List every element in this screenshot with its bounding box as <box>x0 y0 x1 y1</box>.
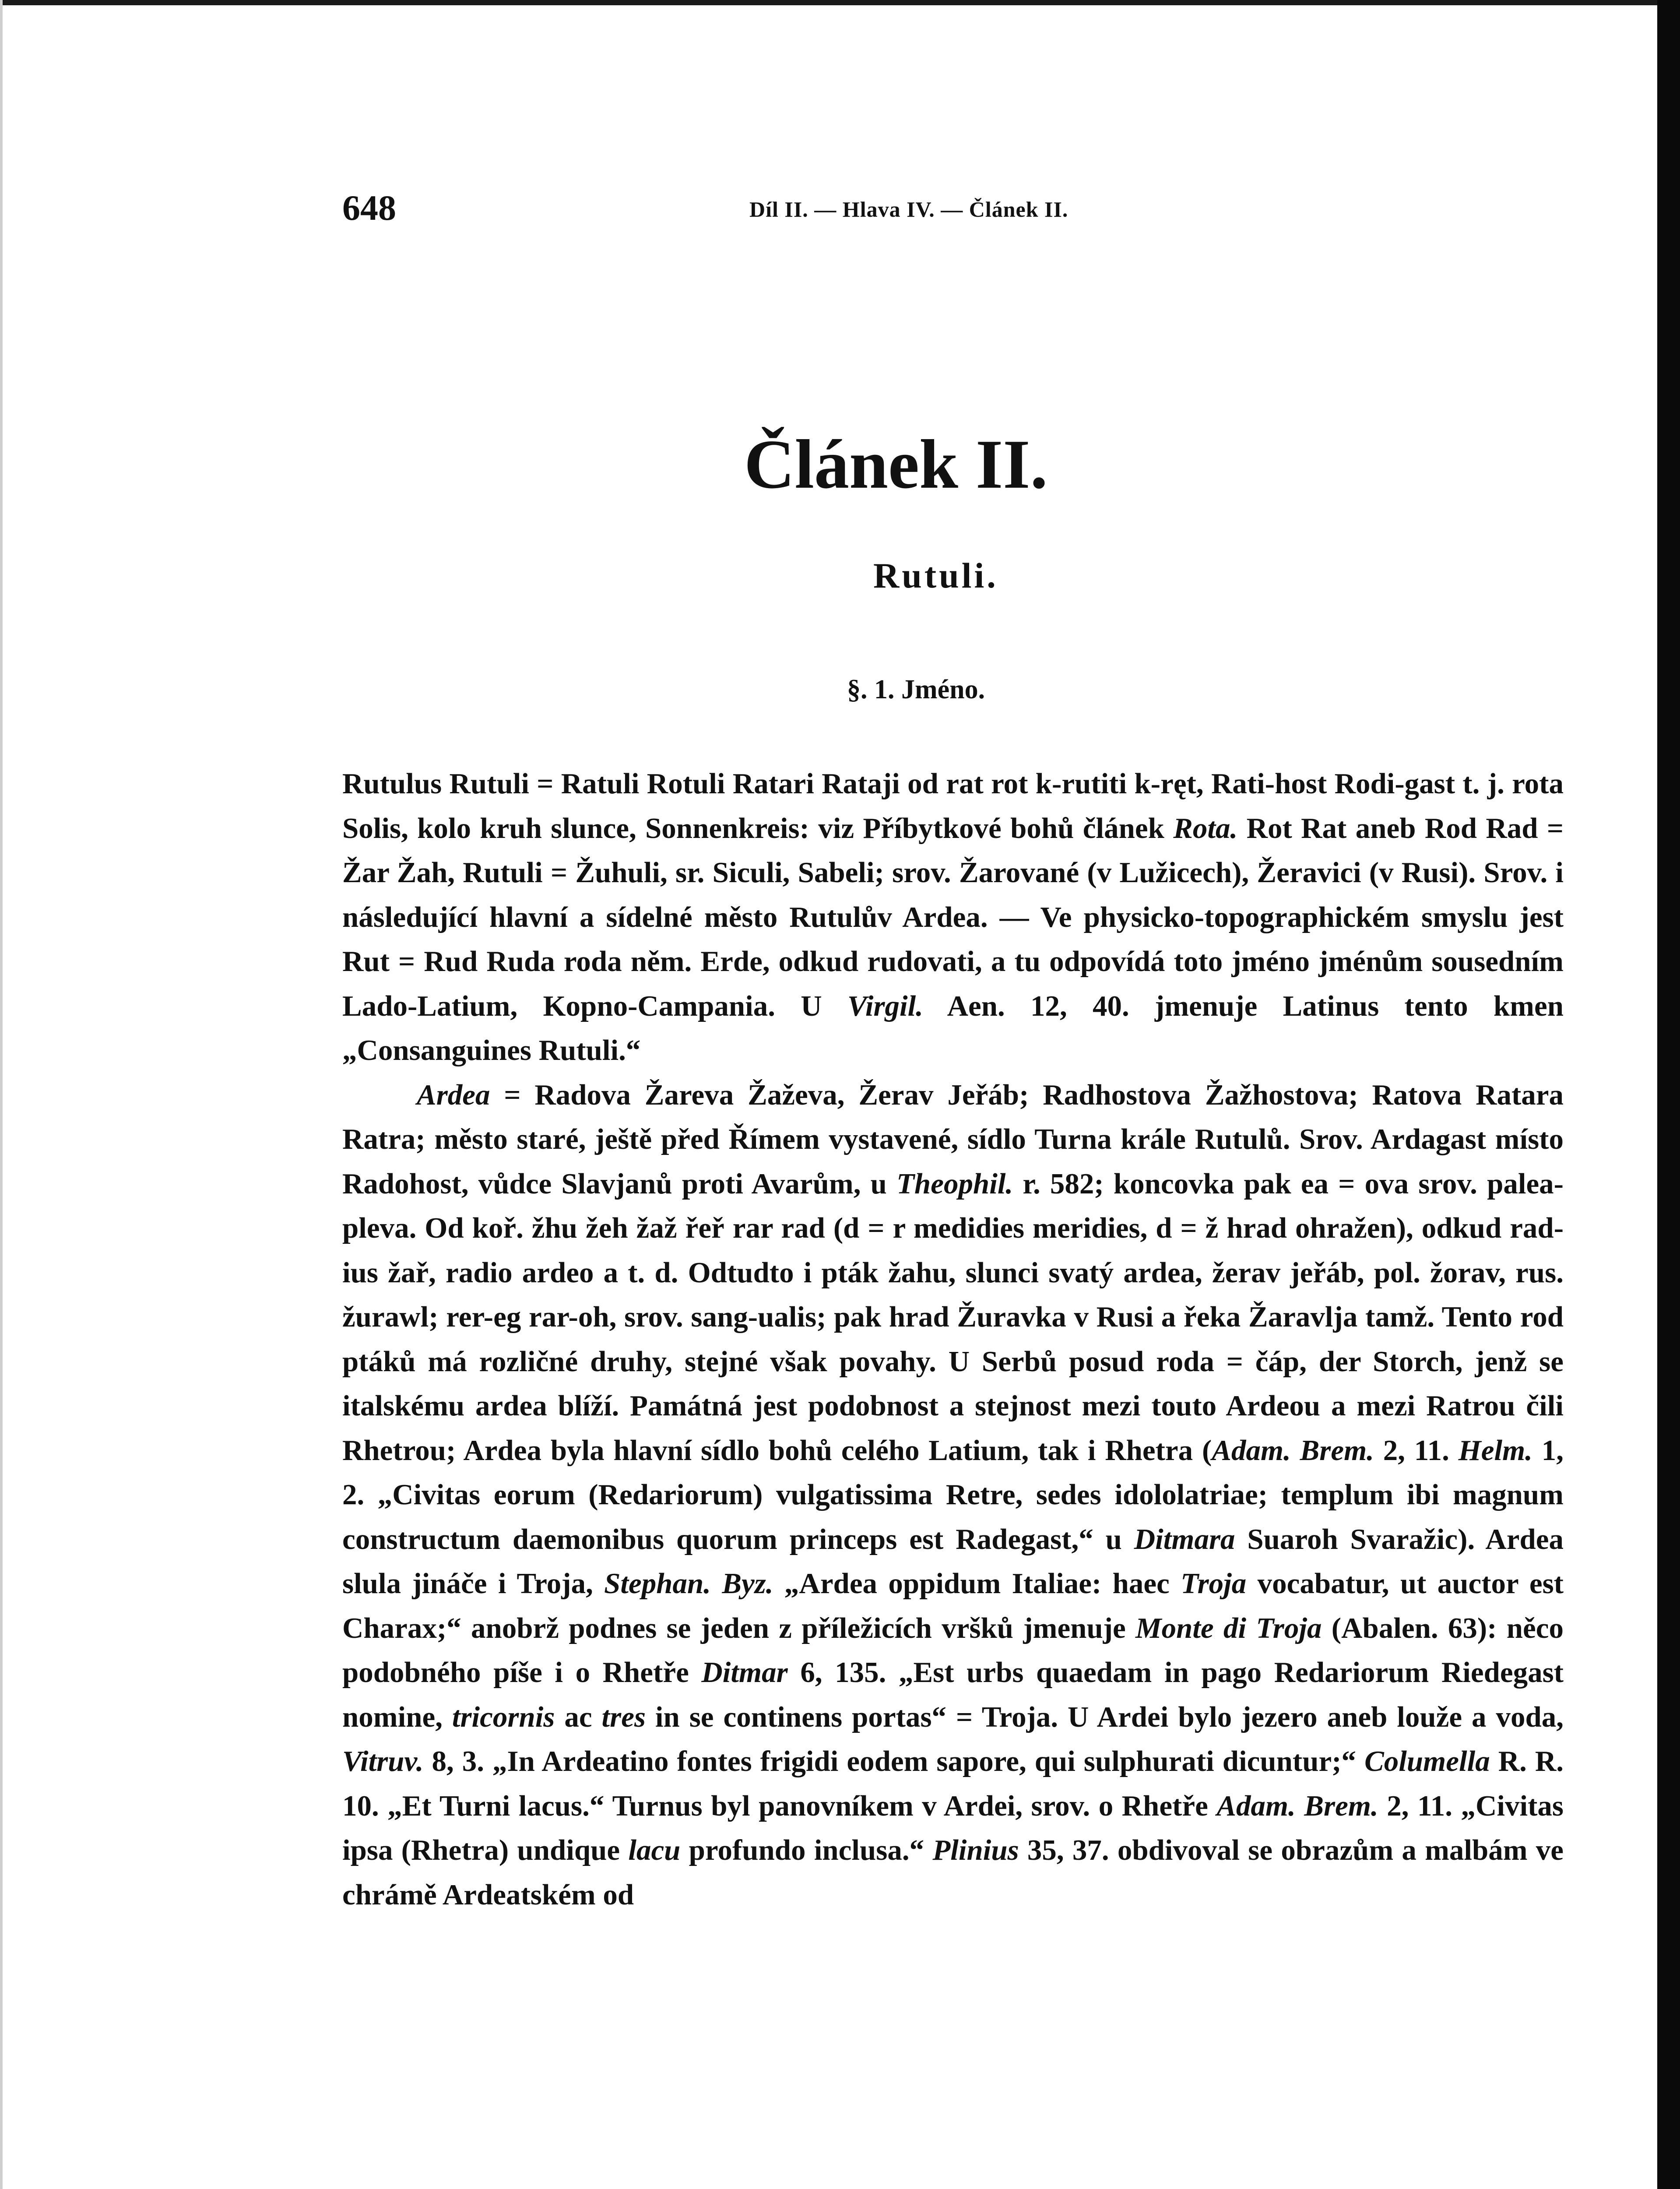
italic-run: Troja <box>1181 1567 1247 1600</box>
page-header <box>342 184 1568 232</box>
text-run: Aen. 12, 40. jmenuje Latinus tento kmen „Consanguines Rutuli.“ <box>342 989 1564 1066</box>
italic-run: Monte di Troja <box>1135 1612 1322 1644</box>
italic-run: tricornis <box>452 1700 555 1733</box>
page-number: 648 <box>342 188 396 228</box>
italic-run: Helm. <box>1458 1434 1532 1467</box>
body-text <box>342 762 1564 2189</box>
text-run: profundo inclusa.“ <box>680 1834 933 1866</box>
text-run: 2, 11. „Civitas ipsa (Rhetra) undique <box>342 1789 1564 1866</box>
section-subtitle: Rutuli. <box>873 556 998 595</box>
text-run: „Ardea oppidum Italiae: haec <box>773 1567 1181 1600</box>
text-run: Rutulus Rutuli = Ratuli Rotuli Ratari Rataji od rat rot k-rutiti k-ręt, Rati-host Rodi-gast t. j. rota Solis, kolo kruh slunce, Sonnenkreis: viz Příbytkové bohů článek <box>342 767 1564 845</box>
italic-run: lacu <box>628 1834 681 1866</box>
scan-border-top <box>0 0 1680 5</box>
scan-border-left <box>0 0 3 2189</box>
italic-run: Adam. Brem. <box>1216 1789 1378 1822</box>
italic-run: Ditmara <box>1134 1523 1235 1556</box>
italic-run: Virgil. <box>847 989 924 1022</box>
scan-border-right <box>1657 0 1680 2189</box>
text-run: r. 582; koncovka pak ea = ova srov. palea-pleva. Od koř. žhu žeh žaž řeř rar rad (d = r medidies meridies, d = ž hrad ohražen), odkud rad-ius žař, radio ardeo a t. d. Odtudto i pták žahu, slunci svatý ardea, žerav jeřáb, pol. žorav, rus. žurawl; rer-eg rar-oh, srov. sang-ualis; pak hrad Žuravka v Rusi a řeka Žaravlja tamž. Tento rod ptáků má rozličné druhy, stejné však povahy. U Serbů posud roda = čáp, der Storch, jenž se italskému ardea blíží. Památná jest podobnost a stejnost mezi touto Ardeou a mezi Ratrou čili Rhetrou; Ardea byla hlavní sídlo bohů celého Latium, tak i Rhetra ( <box>342 1167 1564 1467</box>
italic-run: Vitruv. <box>342 1745 424 1777</box>
section-heading: §. 1. Jméno. <box>847 675 985 704</box>
paragraph-1 <box>342 762 1564 1073</box>
text-run: 8, 3. „In Ardeatino fontes frigidi eodem sapore, qui sulphurati dicuntur;“ <box>423 1745 1365 1777</box>
chapter-title: Článek II. <box>744 425 1048 503</box>
text-run: 6, 135. „Est urbs quaedam in pago Redariorum Riedegast nomine, <box>342 1656 1564 1733</box>
italic-run: Adam. Brem. <box>1212 1434 1374 1467</box>
text-run: Suaroh Svaražic). Ardea slula jináče i Troja, <box>342 1523 1564 1600</box>
italic-run: Plinius <box>932 1834 1019 1866</box>
italic-run: Rota. <box>1173 812 1238 845</box>
italic-run: Ditmar <box>701 1656 788 1689</box>
text-run: R. R. 10. „Et Turni lacus.“ Turnus byl panovníkem v Ardei, srov. o Rhetře <box>342 1745 1564 1822</box>
text-run: vocabatur, ut auctor est Charax;“ anobrž podnes se jeden z příležicích vršků jmenuje <box>342 1567 1564 1644</box>
italic-run: Theophil. <box>896 1167 1013 1200</box>
italic-run: tres <box>601 1700 646 1733</box>
text-run: Rot Rat aneb Rod Rad = Žar Žah, Rutuli = Žuhuli, sr. Siculi, Sabeli; srov. Žarované (v Lužicech), Žeravici (v Rusi). Srov. i následující hlavní a sídelné město Rutulův Ardea. — Ve physicko-topographickém smyslu jest Rut = Rud Ruda roda něm. Erde, odkud rudovati, a tu odpovídá toto jméno jménům sousedním Lado-Latium, Kopno-Campania. U <box>342 812 1564 1022</box>
paragraph-2 <box>342 1073 1564 1918</box>
text-run: ac <box>555 1700 602 1733</box>
running-head: Díl II. — Hlava IV. — Článek II. <box>749 197 1068 222</box>
text-run: 1, 2. „Civitas eorum (Redariorum) vulgatissima Retre, sedes idololatriae; templum ibi magnum constructum daemonibus quorum princeps est Radegast,“ u <box>342 1434 1564 1556</box>
text-run: in se continens portas“ = Troja. U Ardei bylo jezero aneb louže a voda, <box>646 1700 1564 1733</box>
text-run: (Abalen. 63): něco podobného píše i o Rhetře <box>342 1612 1564 1689</box>
italic-run: Columella <box>1364 1745 1490 1777</box>
text-run: 2, 11. <box>1374 1434 1459 1467</box>
text-run: = Radova Žareva Žaževa, Žerav Jeřáb; Radhostova Žažhostova; Ratova Ratara Ratra; město staré, ještě před Římem vystavené, sídlo Turna krále Rutulů. Srov. Ardagast místo Radohost, vůdce Slavjanů proti Avarům, u <box>342 1078 1564 1200</box>
italic-run: Ardea <box>417 1078 490 1111</box>
italic-run: Stephan. Byz. <box>604 1567 773 1600</box>
text-run: 35, 37. obdivoval se obrazům a malbám ve chrámě Ardeatském od <box>342 1834 1564 1911</box>
